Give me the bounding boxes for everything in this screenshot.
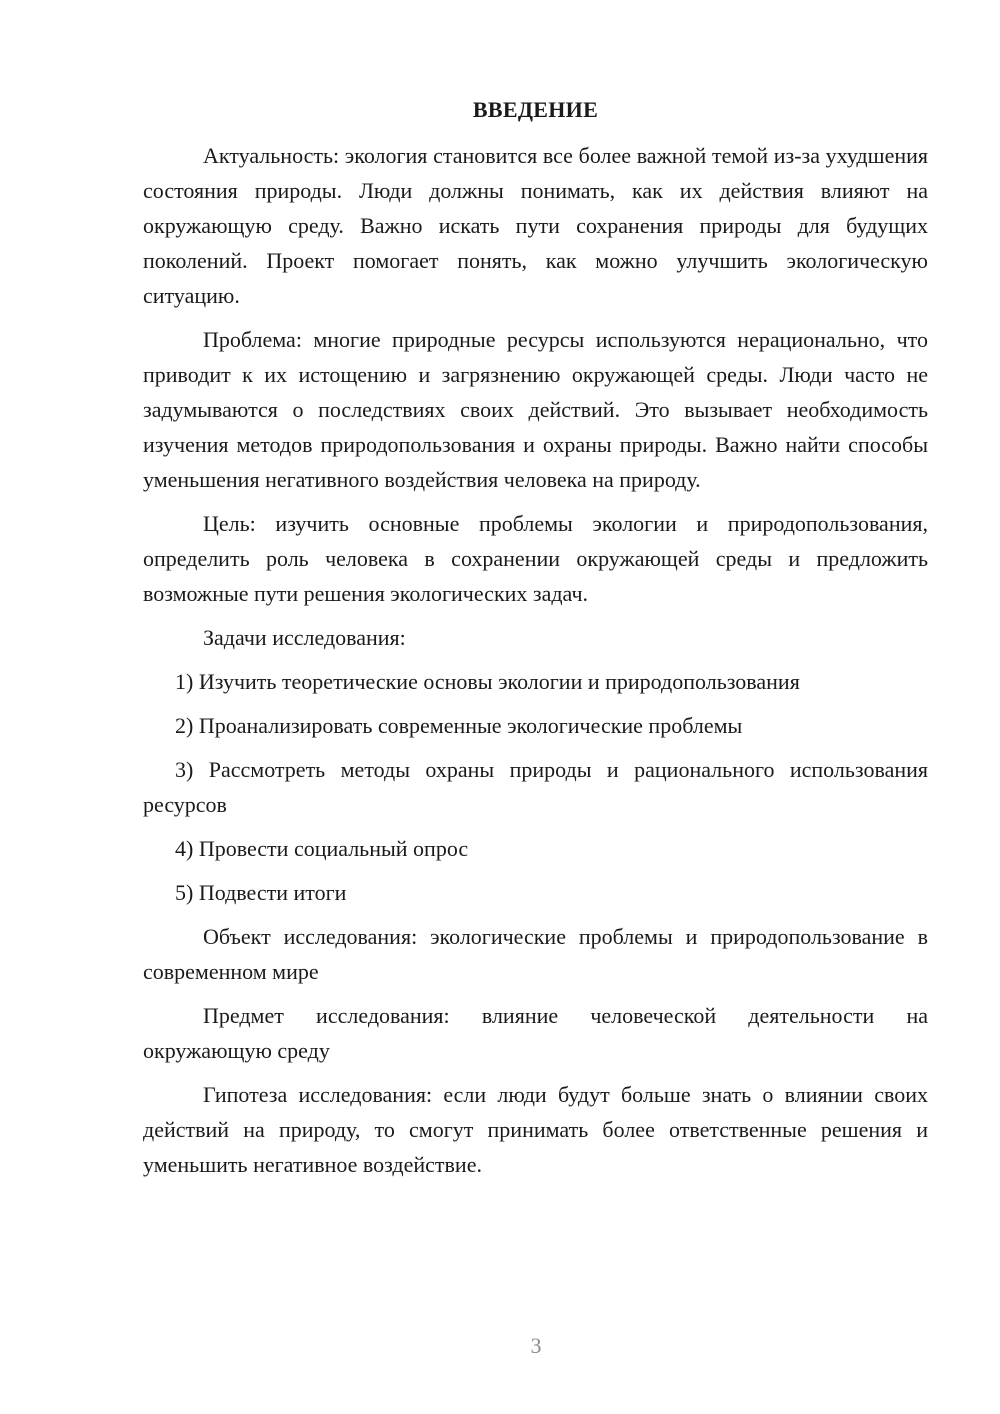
tasks-heading: Задачи исследования: [203,625,406,650]
relevance-paragraph: Актуальность: экология становится все более важной темой из-за ухудшения состояния природы. Люди должны понимать, как их действия влияют на окружающую среду. Важно искать пути сохранения природы для будущих поколений. Проект помогает понять, как можно улучшить экологическую ситуацию. [143,143,928,308]
list-item: 3) Рассмотреть методы охраны природы и рационального использования ресурсов [143,757,928,817]
tasks-list [143,664,928,910]
object-paragraph: Объект исследования: экологические проблемы и природопользование в современном мире [143,924,928,984]
subject-paragraph: Предмет исследования: влияние человеческой деятельности на окружающую среду [143,1003,928,1063]
list-item: 2) Проанализировать современные экологические проблемы [175,713,743,738]
page-number: 3 [530,1333,542,1358]
page-title: ВВЕДЕНИЕ [472,97,599,122]
hypothesis-paragraph: Гипотеза исследования: если люди будут больше знать о влиянии своих действий на природу, то смогут принимать более ответственные решения и уменьшить негативное воздействие. [143,1082,928,1177]
list-item: 4) Провести социальный опрос [175,836,469,861]
problem-paragraph: Проблема: многие природные ресурсы используются нерационально, что приводит к их истощению и загрязнению окружающей среды. Люди часто не задумываются о последствиях своих действий. Это вызывает необходимость изучения методов природопользования и охраны природы. Важно найти способы уменьшения негативного воздействия человека на природу. [143,327,928,492]
goal-paragraph: Цель: изучить основные проблемы экологии и природопользования, определить роль человека в сохранении окружающей среды и предложить возможные пути решения экологических задач. [143,511,928,606]
list-item: 1) Изучить теоретические основы экологии и природопользования [175,669,800,694]
list-item: 5) Подвести итоги [175,880,347,905]
page-content [143,92,928,1182]
